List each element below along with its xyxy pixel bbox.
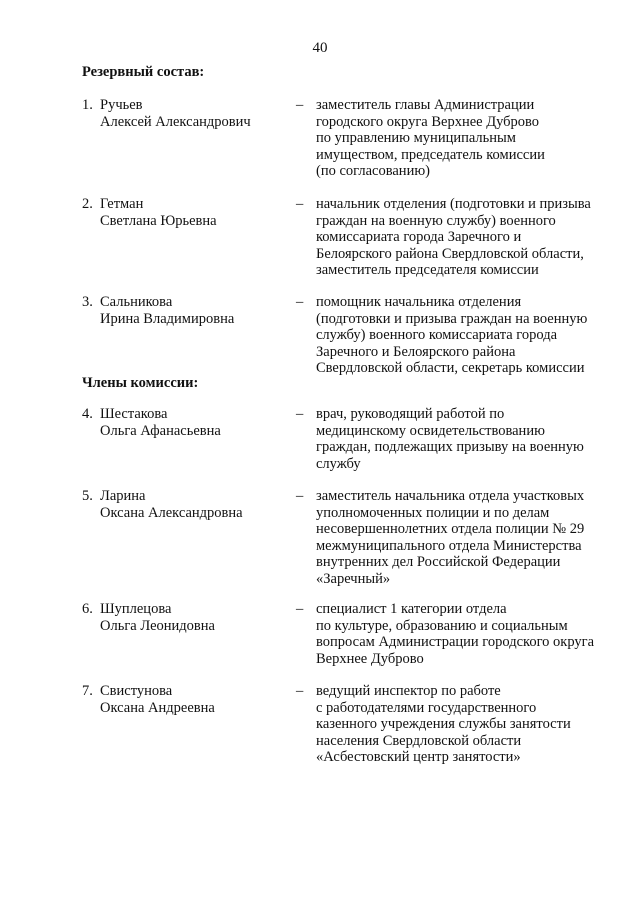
desc-line: Заречного и Белоярского района <box>316 343 516 360</box>
surname: Сальникова <box>100 294 173 310</box>
desc-line: имуществом, председатель комиссии <box>316 146 545 163</box>
desc-line: комиссариата города Заречного и <box>316 229 522 245</box>
position-description <box>316 97 616 180</box>
desc-line: службу) военного комиссариата города <box>316 327 558 343</box>
desc-line: (по согласованию) <box>316 163 430 179</box>
desc-line: «Заречный» <box>316 570 391 587</box>
dash-separator: – <box>296 196 304 212</box>
desc-line: «Асбестовский центр занятости» <box>316 749 521 765</box>
desc-line: по управлению муниципальным <box>316 130 516 146</box>
desc-line: специалист 1 категории отдела <box>316 601 507 617</box>
desc-line: начальник отделения (подготовки и призыва <box>316 196 591 212</box>
desc-line: несовершеннолетних отдела полиции № 29 <box>316 521 585 537</box>
desc-line: граждан на военную службу) военного <box>316 212 556 229</box>
person-name <box>100 294 285 327</box>
item-number: 5. <box>82 488 93 504</box>
page-number: 40 <box>312 40 328 56</box>
desc-line: службу <box>316 455 361 472</box>
dash-separator: – <box>296 406 304 422</box>
dash-separator: – <box>296 294 304 310</box>
person-name <box>100 601 285 634</box>
person-name <box>100 196 285 229</box>
desc-line: с работодателями государственного <box>316 699 537 716</box>
person-name <box>100 683 285 716</box>
given-names: Оксана Андреевна <box>100 699 215 716</box>
desc-line: казенного учреждения службы занятости <box>316 716 571 732</box>
desc-line: вопросам Администрации городского округа <box>316 634 595 650</box>
position-description <box>316 601 616 667</box>
dash-separator: – <box>296 97 304 113</box>
desc-line: уполномоченных полиции и по делам <box>316 504 550 521</box>
heading-members: Члены комиссии: <box>82 375 199 391</box>
desc-line: заместитель председателя комиссии <box>316 262 539 278</box>
surname: Гетман <box>100 196 144 212</box>
desc-line: ведущий инспектор по работе <box>316 683 501 699</box>
surname: Ручьев <box>100 97 143 113</box>
item-number: 7. <box>82 683 93 699</box>
desc-line: межмуниципального отдела Министерства <box>316 537 582 554</box>
desc-line: (подготовки и призыва граждан на военную <box>316 310 588 327</box>
desc-line: заместитель начальника отдела участковых <box>316 488 585 504</box>
dash-separator: – <box>296 488 304 504</box>
desc-line: помощник начальника отделения <box>316 294 522 310</box>
desc-line: заместитель главы Администрации <box>316 97 535 113</box>
item-number: 6. <box>82 601 93 617</box>
given-names: Ирина Владимировна <box>100 310 235 327</box>
desc-line: внутренних дел Российской Федерации <box>316 554 561 570</box>
desc-line: населения Свердловской области <box>316 732 522 749</box>
position-description <box>316 196 616 279</box>
given-names: Светлана Юрьевна <box>100 212 217 229</box>
person-name <box>100 488 285 521</box>
item-number: 3. <box>82 294 93 310</box>
position-description <box>316 406 616 472</box>
position-description <box>316 488 616 587</box>
dash-separator: – <box>296 683 304 699</box>
item-number: 2. <box>82 196 93 212</box>
person-name <box>100 97 285 130</box>
position-description <box>316 294 616 377</box>
given-names: Оксана Александровна <box>100 504 243 521</box>
desc-line: Свердловской области, секретарь комиссии <box>316 360 585 376</box>
surname: Шестакова <box>100 406 168 422</box>
surname: Ларина <box>100 488 146 504</box>
surname: Шуплецова <box>100 601 172 617</box>
surname: Свистунова <box>100 683 173 699</box>
desc-line: по культуре, образованию и социальным <box>316 617 568 634</box>
dash-separator: – <box>296 601 304 617</box>
heading-reserve: Резервный состав: <box>82 64 205 80</box>
desc-line: граждан, подлежащих призыву на военную <box>316 439 584 455</box>
given-names: Ольга Афанасьевна <box>100 422 221 439</box>
given-names: Алексей Александрович <box>100 113 251 130</box>
item-number: 4. <box>82 406 93 422</box>
person-name <box>100 406 285 439</box>
desc-line: Белоярского района Свердловской области, <box>316 245 584 262</box>
desc-line: врач, руководящий работой по <box>316 406 505 422</box>
item-number: 1. <box>82 97 93 113</box>
desc-line: медицинскому освидетельствованию <box>316 422 545 439</box>
given-names: Ольга Леонидовна <box>100 617 215 634</box>
desc-line: Верхнее Дуброво <box>316 650 424 667</box>
position-description <box>316 683 616 766</box>
desc-line: городского округа Верхнее Дуброво <box>316 113 540 130</box>
